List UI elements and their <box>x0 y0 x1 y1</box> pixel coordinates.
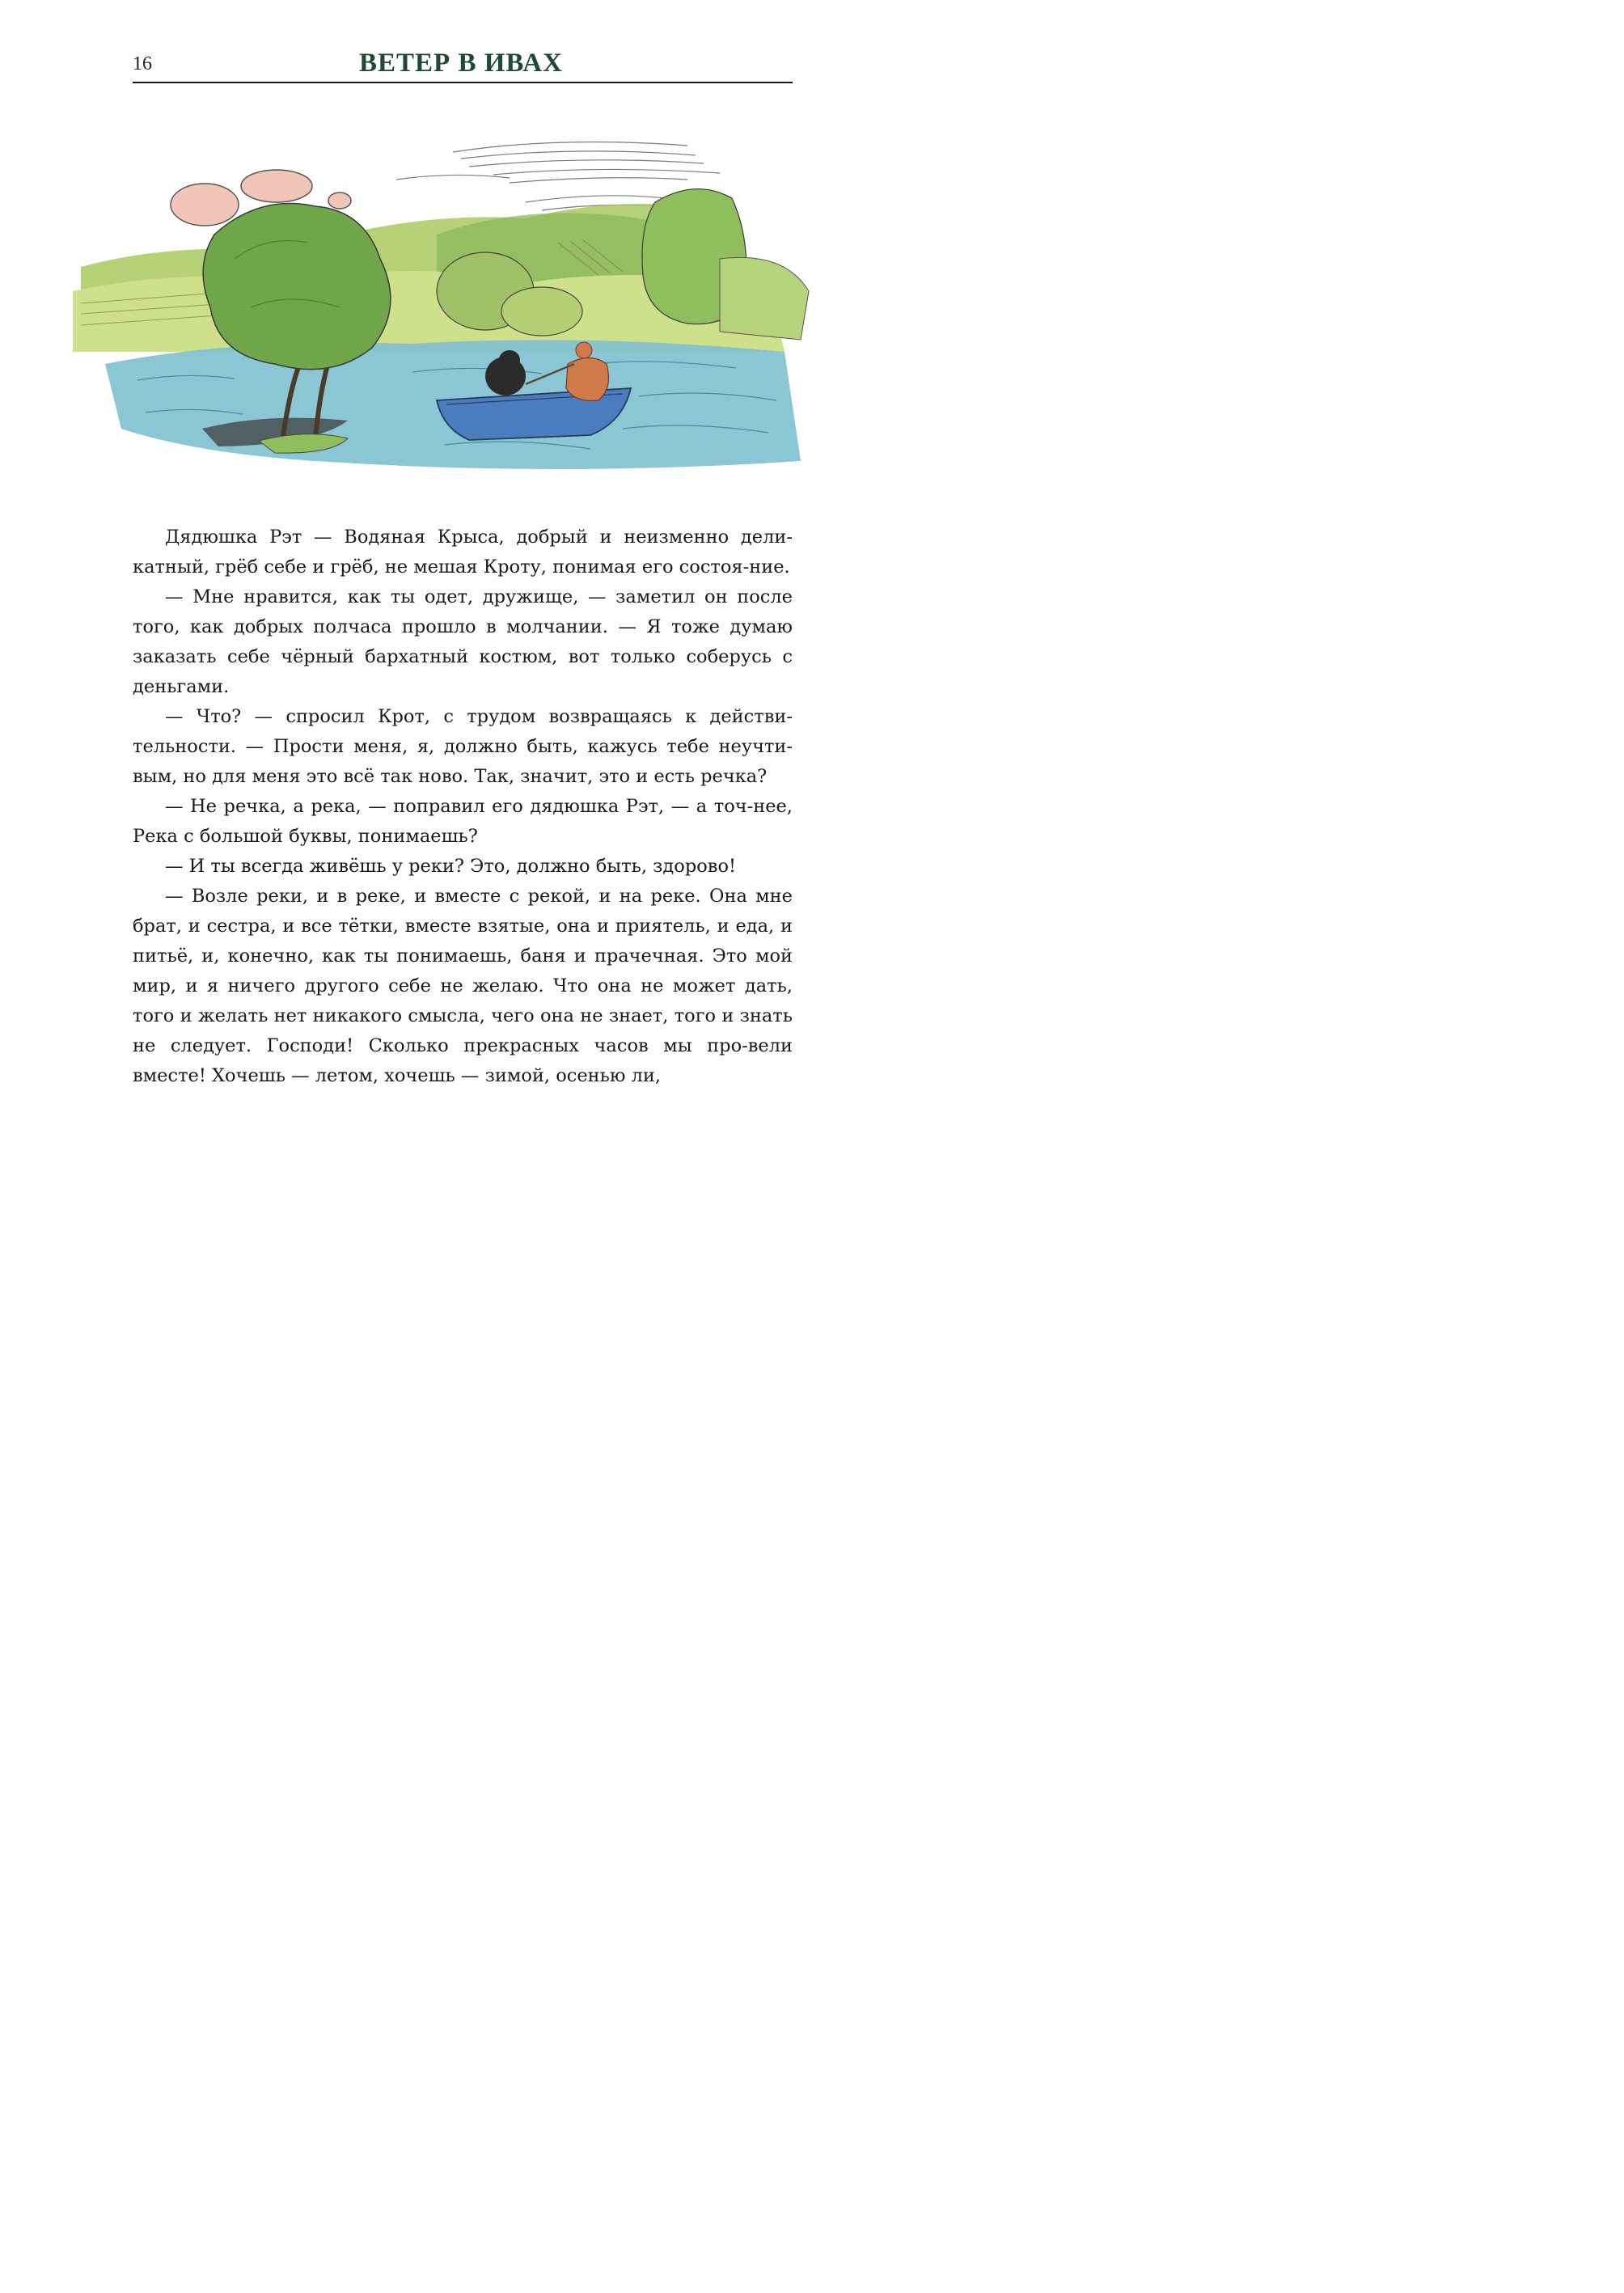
running-title: ВЕТЕР В ИВАХ <box>359 49 563 78</box>
body-text <box>133 522 793 1091</box>
paragraph: — Что? — спросил Крот, с трудом возвращаясь к действи-тельности. — Прости меня, я, должно быть, кажусь тебе неучти-вым, но для меня это всё так ново. Так, значит, это и есть речка? <box>133 706 793 787</box>
paragraph: — И ты всегда живёшь у реки? Это, должно быть, здорово! <box>165 856 737 877</box>
book-page <box>0 0 891 1260</box>
paragraph: — Мне нравится, как ты одет, дружище, — заметил он после того, как добрых полчаса прошло в молчании. — Я тоже думаю заказать себе чёрный бархатный костюм, вот только соберусь с деньгами. <box>133 586 793 697</box>
paragraph: Дядюшка Рэт — Водяная Крыса, добрый и неизменно дели-катный, грёб себе и грёб, не мешая Кроту, понимая его состоя-ние. <box>133 527 793 577</box>
header-rule <box>133 82 793 83</box>
page-number: 16 <box>133 53 152 74</box>
paragraph: — Возле реки, и в реке, и вместе с рекой, и на реке. Она мне брат, и сестра, и все тётки, вместе взятые, она и приятель, и еда, и питьё, и, конечно, как ты понимаешь, баня и прачечная. Это мой мир, и я ничего другого себе не желаю. Что она не может дать, того и желать нет никакого смысла, чего она не знает, того и знать не следует. Господи! Сколько прекрасных часов мы про-вели вместе! Хочешь — летом, хочешь — зимой, осенью ли, <box>133 886 793 1086</box>
paragraph: — Не речка, а река, — поправил его дядюшка Рэт, — а точ-нее, Река с большой буквы, понимаешь? <box>133 796 793 847</box>
river-boat-scene-icon <box>73 121 825 481</box>
